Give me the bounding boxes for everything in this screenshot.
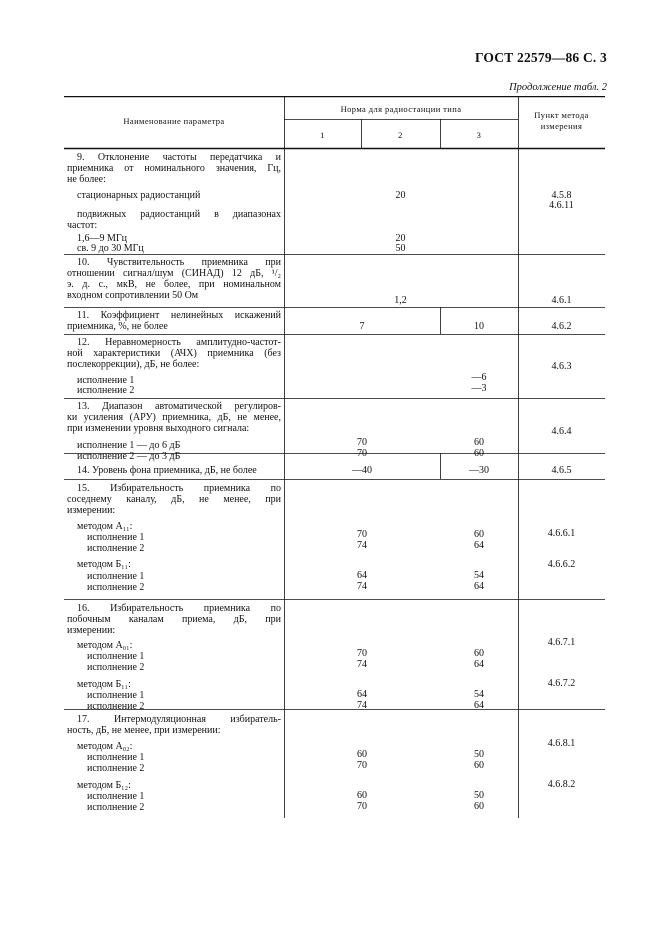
row15-b-exec2-value-3: 64 <box>474 581 484 592</box>
row15-b-exec1-value-1-2: 64 <box>357 570 367 581</box>
row17-a-exec2-label: исполнение 2 <box>87 763 145 774</box>
row17-a-exec2-value-3: 60 <box>474 760 484 771</box>
header-parameter-name: Наименование параметра <box>123 116 225 126</box>
row9-stationary-label: стационарных радиостанций <box>77 190 201 201</box>
row16-title-line1: 16. Избирательность приемника по <box>77 603 281 614</box>
row17-title-line2: ность, дБ, не менее, при измерении: <box>67 725 221 736</box>
row17-b-exec1-value-1-2: 60 <box>357 790 367 801</box>
row13-exec2-value-3: 60 <box>474 448 484 459</box>
row9-title-line3: не более: <box>67 174 106 185</box>
row11-title-line2: приемника, %, не более <box>67 321 168 332</box>
row16-a-exec1-label: исполнение 1 <box>87 651 145 662</box>
row13-title-line3: при изменении уровня выходного сигнала: <box>67 423 250 434</box>
row11-value-1-2: 7 <box>359 321 365 332</box>
row9-method-2: 4.6.11 <box>549 200 574 211</box>
header-norm: Норма для радиостанции типа <box>340 104 462 114</box>
row16-method-a-label: методом А₀₁: <box>77 640 133 651</box>
row15-title-line3: измерении: <box>67 505 116 516</box>
row13-exec1-label: исполнение 1 — до 6 дБ <box>77 440 181 451</box>
row10-title-line2: отношении сигнал/шум (СИНАД) 12 дБ, ¹/₂ <box>67 268 281 279</box>
row9-title-line1: 9. Отклонение частоты передатчика и <box>77 152 281 163</box>
row9-stationary-value: 20 <box>395 190 406 201</box>
row16-a-exec2-label: исполнение 2 <box>87 662 145 673</box>
row17-a-exec1-value-1-2: 60 <box>357 749 367 760</box>
table-continuation-label: Продолжение табл. 2 <box>509 82 607 93</box>
row13-title-line1: 13. Диапазон автоматической регулиров- <box>77 401 281 412</box>
row13-exec1-value-1-2: 70 <box>357 437 367 448</box>
row12-exec2-value: —3 <box>471 383 487 394</box>
row9-band2-value: 50 <box>395 243 406 254</box>
header-method-line2: измерения <box>540 121 583 131</box>
document-code: ГОСТ 22579—86 С. 3 <box>474 50 607 65</box>
row16-a-exec1-value-3: 60 <box>474 648 484 659</box>
row15-a-exec2-value-1-2: 74 <box>357 540 367 551</box>
row16-b-exec1-label: исполнение 1 <box>87 690 145 701</box>
row15-a-exec1-label: исполнение 1 <box>87 532 145 543</box>
row15-method-b-ref: 4.6.6.2 <box>547 559 576 570</box>
row16-b-exec2-value-1-2: 74 <box>357 700 367 711</box>
row14-title: 14. Уровень фона приемника, дБ, не более <box>77 465 257 476</box>
row15-method-b-label: методом Б₁₁: <box>77 559 131 570</box>
row9-method-1: 4.5.8 <box>551 190 572 201</box>
row16-a-exec2-value-1-2: 74 <box>357 659 367 670</box>
row17-b-exec1-label: исполнение 1 <box>87 791 145 802</box>
row17-method-b-label: методом Б₁₂: <box>77 780 131 791</box>
row10-title-line3: э. д. с., мкВ, не более, при номинальном <box>67 279 281 290</box>
row16-a-exec1-value-1-2: 70 <box>357 648 367 659</box>
row15-b-exec1-value-3: 54 <box>474 570 484 581</box>
row14-value-3: —30 <box>469 465 489 476</box>
row15-b-exec2-value-1-2: 74 <box>357 581 367 592</box>
row10-method: 4.6.1 <box>551 295 572 306</box>
row17-b-exec1-value-3: 50 <box>474 790 484 801</box>
row17-method-b-ref: 4.6.8.2 <box>547 779 576 790</box>
header-method-line1: Пункт метода <box>534 110 589 120</box>
row9-band1-label: 1,6—9 МГц <box>77 233 128 244</box>
row9-mobile-line2: частот: <box>67 220 98 231</box>
header-type-3: 3 <box>476 130 482 140</box>
row17-a-exec1-value-3: 50 <box>474 749 484 760</box>
row15-a-exec1-value-3: 60 <box>474 529 484 540</box>
row16-method-a-ref: 4.6.7.1 <box>547 637 576 648</box>
row16-method-b-label: методом Б₁₁: <box>77 679 131 690</box>
header-type-2: 2 <box>398 130 403 140</box>
row13-title-line2: ки усиления (АРУ) приемника, дБ, не менее, <box>67 412 281 423</box>
row17-method-a-ref: 4.6.8.1 <box>547 738 576 749</box>
row16-title-line3: измерении: <box>67 625 116 636</box>
row11-method: 4.6.2 <box>551 321 572 332</box>
row14-value-1-2: —40 <box>352 465 372 476</box>
row17-b-exec2-label: исполнение 2 <box>87 802 145 813</box>
row15-a-exec2-value-3: 64 <box>474 540 484 551</box>
row15-a-exec2-label: исполнение 2 <box>87 543 145 554</box>
row9-band2-label: св. 9 до 30 МГц <box>77 243 144 254</box>
row12-title-line1: 12. Неравномерность амплитудно-частот- <box>77 337 281 348</box>
row16-b-exec2-value-3: 64 <box>474 700 484 711</box>
row13-exec1-value-3: 60 <box>474 437 484 448</box>
row14-method: 4.6.5 <box>551 465 572 476</box>
row12-title-line2: ной характеристики (АЧХ) приемника (без <box>67 348 281 359</box>
row9-mobile-line1: подвижных радиостанций в диапазонах <box>77 209 281 220</box>
row16-b-exec2-label: исполнение 2 <box>87 701 145 712</box>
row12-exec2-label: исполнение 2 <box>77 385 135 396</box>
row17-title-line1: 17. Интермодуляционная избиратель- <box>77 714 281 725</box>
row17-a-exec1-label: исполнение 1 <box>87 752 145 763</box>
header-type-1: 1 <box>320 130 325 140</box>
row10-title-line1: 10. Чувствительность приемника при <box>77 257 281 268</box>
row16-a-exec2-value-3: 64 <box>474 659 484 670</box>
row17-b-exec2-value-3: 60 <box>474 801 484 812</box>
row12-method: 4.6.3 <box>551 361 572 372</box>
row9-band1-value: 20 <box>395 233 406 244</box>
row10-value: 1,2 <box>394 295 407 306</box>
row12-title-line3: послекоррекции), дБ, не более: <box>67 359 200 370</box>
row15-method-a-label: методом А₁₁: <box>77 521 133 532</box>
row17-method-a-label: методом А₀₂: <box>77 741 133 752</box>
row16-title-line2: побочным каналам приема, дБ, при <box>67 614 281 625</box>
row13-exec2-label: исполнение 2 — до 3 дБ <box>77 451 181 462</box>
row16-b-exec1-value-3: 54 <box>474 689 484 700</box>
row15-a-exec1-value-1-2: 70 <box>357 529 367 540</box>
row15-method-a-ref: 4.6.6.1 <box>547 528 576 539</box>
row16-method-b-ref: 4.6.7.2 <box>547 678 576 689</box>
row15-title-line1: 15. Избирательность приемника по <box>77 483 281 494</box>
row12-exec1-value: —6 <box>471 372 487 383</box>
row17-a-exec2-value-1-2: 70 <box>357 760 367 771</box>
row12-exec1-label: исполнение 1 <box>77 375 135 386</box>
row13-exec2-value-1-2: 70 <box>357 448 367 459</box>
row16-b-exec1-value-1-2: 64 <box>357 689 367 700</box>
row13-method: 4.6.4 <box>551 426 572 437</box>
row17-b-exec2-value-1-2: 70 <box>357 801 367 812</box>
row15-title-line2: соседнему каналу, дБ, не менее, при <box>67 494 281 505</box>
row15-b-exec1-label: исполнение 1 <box>87 571 145 582</box>
row10-title-line4: входном сопротивлении 50 Ом <box>67 290 199 301</box>
row9-title-line2: приемника от номинального значения, Гц, <box>67 163 281 174</box>
row11-value-3: 10 <box>474 321 484 332</box>
row15-b-exec2-label: исполнение 2 <box>87 582 145 593</box>
row11-title-line1: 11. Коэффициент нелинейных искажений <box>77 310 281 321</box>
